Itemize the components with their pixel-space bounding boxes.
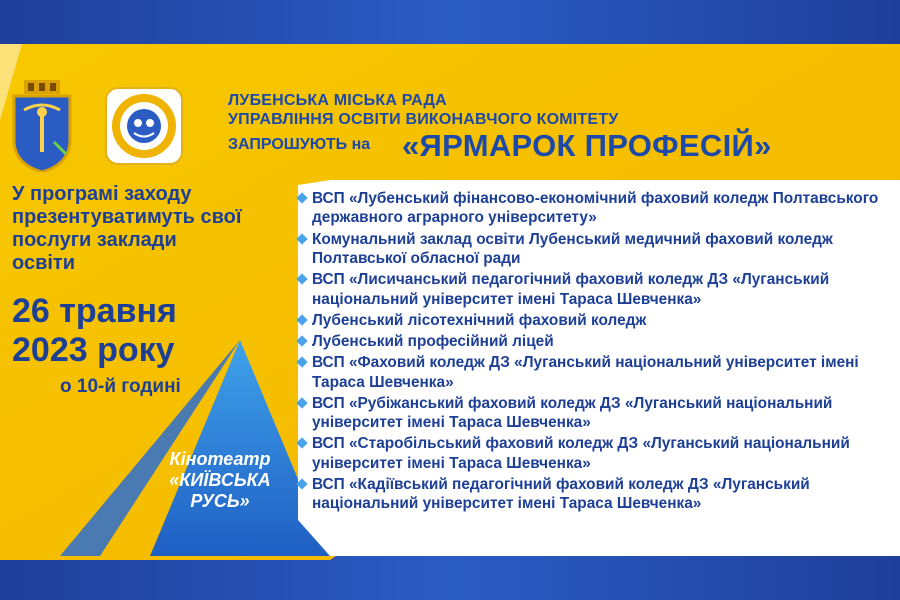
list-item bbox=[298, 332, 898, 351]
list-item bbox=[298, 189, 898, 228]
list-item bbox=[298, 353, 898, 392]
diamond-bullet-icon bbox=[296, 397, 307, 408]
diamond-bullet-icon bbox=[296, 478, 307, 489]
list-item bbox=[298, 270, 898, 309]
diamond-bullet-icon bbox=[296, 314, 307, 325]
diamond-bullet-icon bbox=[296, 335, 307, 346]
list-item bbox=[298, 230, 898, 269]
list-item bbox=[298, 434, 898, 473]
diamond-bullet-icon bbox=[296, 233, 307, 244]
invite-text: ЗАПРОШУЮТЬ на bbox=[228, 136, 371, 153]
list-item bbox=[298, 394, 898, 433]
institution-name: ВСП «Кадіївський педагогічний фаховий коледж ДЗ «Луганський національний університет імені Тараса Шевченка» bbox=[312, 476, 810, 513]
venue-label: Кінотеатр «КИЇВСЬКА РУСЬ» bbox=[169, 449, 271, 511]
institution-name: ВСП «Старобільський фаховий коледж ДЗ «Луганський національний університет імені Тараса Шевченка» bbox=[312, 435, 850, 472]
event-time: о 10-й годині bbox=[60, 376, 181, 397]
institution-name: Лубенський професійний ліцей bbox=[312, 333, 554, 351]
list-item bbox=[298, 475, 898, 514]
institution-name: ВСП «Лисичанський педагогічний фаховий коледж ДЗ «Луганський національний університет імені Тараса Шевченка» bbox=[312, 271, 830, 308]
event-date: 26 травня 2023 року bbox=[12, 292, 177, 369]
event-title: «ЯРМАРОК ПРОФЕСІЙ» bbox=[402, 128, 772, 163]
city-coat-of-arms-icon bbox=[10, 80, 74, 172]
institution-name: Комунальний заклад освіти Лубенський медичний фаховий коледж Полтавської обласної ради bbox=[312, 230, 833, 268]
intro-text: У програмі заходу презентуватимуть свої послуги заклади освіти bbox=[12, 183, 242, 274]
institution-name: ВСП «Фаховий коледж ДЗ «Луганський національний університет імені Тараса Шевченка» bbox=[312, 354, 859, 391]
education-department-emblem-icon bbox=[104, 86, 184, 166]
institution-name: Лубенський лісотехнічний фаховий коледж bbox=[312, 311, 647, 329]
diamond-bullet-icon bbox=[296, 274, 307, 285]
list-item bbox=[298, 311, 898, 330]
organizer-line-2: УПРАВЛІННЯ ОСВІТИ ВИКОНАВЧОГО КОМІТЕТУ bbox=[228, 111, 619, 128]
institutions-list bbox=[298, 189, 898, 516]
organizer-line-1: ЛУБЕНСЬКА МІСЬКА РАДА bbox=[228, 92, 447, 109]
diamond-bullet-icon bbox=[296, 438, 307, 449]
diamond-bullet-icon bbox=[296, 357, 307, 368]
diamond-bullet-icon bbox=[296, 192, 307, 203]
institution-name: ВСП «Рубіжанський фаховий коледж ДЗ «Луганський національний університет імені Тараса Шевченка» bbox=[312, 394, 833, 432]
institution-name: ВСП «Лубенський фінансово-економічний фаховий коледж Полтавського державного аграрного університету» bbox=[312, 190, 879, 227]
